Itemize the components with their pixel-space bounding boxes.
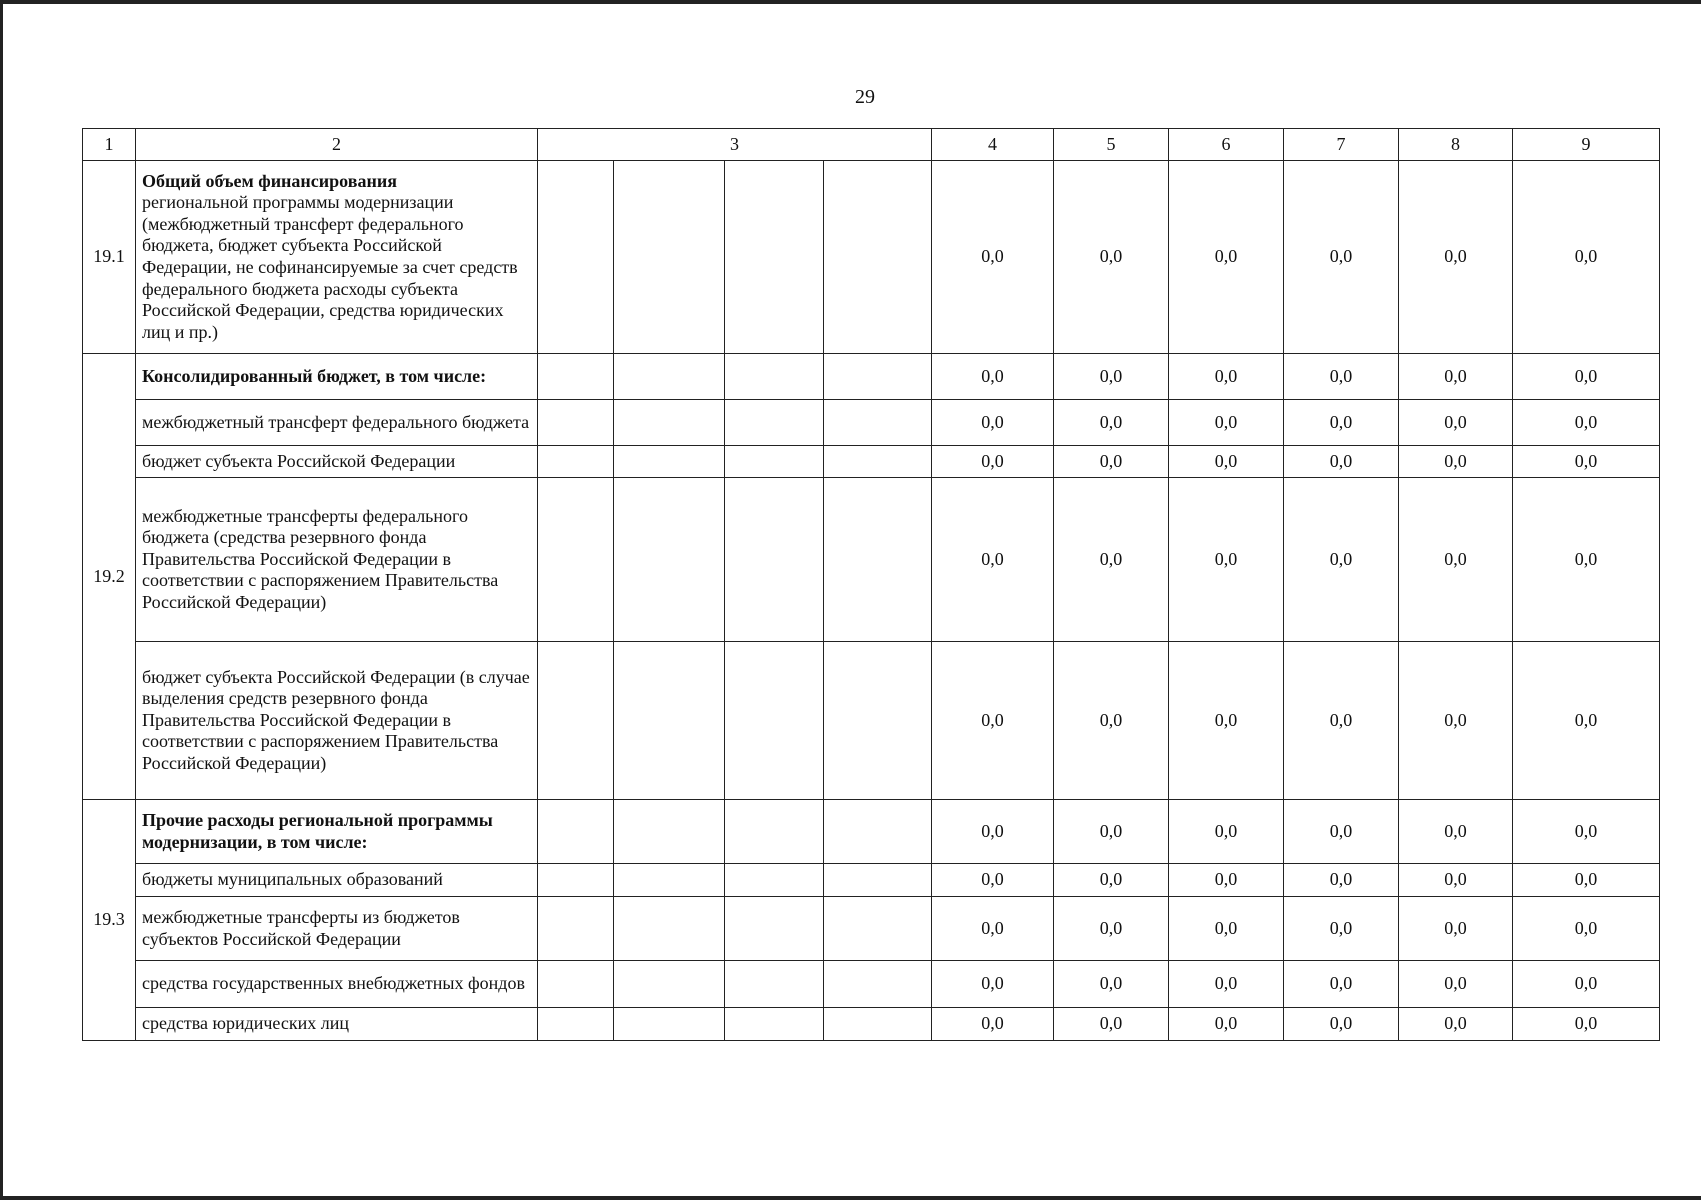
column-header: 3 xyxy=(538,129,932,161)
value-cell: 0,0 xyxy=(932,1008,1054,1041)
value-cell: 0,0 xyxy=(1399,961,1513,1008)
value-cell: 0,0 xyxy=(1284,1008,1399,1041)
value-cell: 0,0 xyxy=(1054,354,1169,400)
table-row xyxy=(83,446,1660,478)
table-row xyxy=(83,800,1660,864)
value-cell: 0,0 xyxy=(1169,864,1284,897)
empty-cell xyxy=(725,642,824,800)
value-cell: 0,0 xyxy=(1054,1008,1169,1041)
row-description: Консолидированный бюджет, в том числе: xyxy=(136,354,538,400)
value-cell: 0,0 xyxy=(1054,400,1169,446)
empty-cell xyxy=(614,354,725,400)
value-cell: 0,0 xyxy=(1399,478,1513,642)
value-cell: 0,0 xyxy=(1054,800,1169,864)
row-description: средства государственных внебюджетных фондов xyxy=(136,961,538,1008)
empty-cell xyxy=(824,961,932,1008)
row-description: межбюджетные трансферты федерального бюджета (средства резервного фонда Правительства Российской Федерации в соответствии с распоряжением Правительства Российской Федерации) xyxy=(136,478,538,642)
value-cell: 0,0 xyxy=(1399,161,1513,354)
value-cell: 0,0 xyxy=(1399,400,1513,446)
value-cell: 0,0 xyxy=(932,897,1054,961)
row-description: бюджет субъекта Российской Федерации (в случае выделения средств резервного фонда Правительства Российской Федерации в соответствии с распоряжением Правительства Российской Федерации) xyxy=(136,642,538,800)
empty-cell xyxy=(725,897,824,961)
value-cell: 0,0 xyxy=(1169,1008,1284,1041)
empty-cell xyxy=(538,446,614,478)
table-row xyxy=(83,1008,1660,1041)
empty-cell xyxy=(538,961,614,1008)
empty-cell xyxy=(725,800,824,864)
empty-cell xyxy=(614,478,725,642)
row-description: Прочие расходы региональной программы модернизации, в том числе: xyxy=(136,800,538,864)
value-cell: 0,0 xyxy=(1284,478,1399,642)
value-cell: 0,0 xyxy=(1169,161,1284,354)
value-cell: 0,0 xyxy=(1284,161,1399,354)
value-cell: 0,0 xyxy=(1284,897,1399,961)
empty-cell xyxy=(538,800,614,864)
table-row xyxy=(83,961,1660,1008)
value-cell: 0,0 xyxy=(1169,800,1284,864)
value-cell: 0,0 xyxy=(1284,800,1399,864)
value-cell: 0,0 xyxy=(1169,897,1284,961)
value-cell: 0,0 xyxy=(1169,642,1284,800)
value-cell: 0,0 xyxy=(1399,864,1513,897)
value-cell: 0,0 xyxy=(1284,446,1399,478)
empty-cell xyxy=(725,864,824,897)
empty-cell xyxy=(725,961,824,1008)
table-row xyxy=(83,354,1660,400)
empty-cell xyxy=(614,446,725,478)
section-number: 19.3 xyxy=(83,800,136,1041)
empty-cell xyxy=(538,354,614,400)
empty-cell xyxy=(538,478,614,642)
value-cell: 0,0 xyxy=(1513,161,1660,354)
section-number: 19.2 xyxy=(83,354,136,800)
empty-cell xyxy=(614,800,725,864)
empty-cell xyxy=(538,897,614,961)
value-cell: 0,0 xyxy=(1513,800,1660,864)
value-cell: 0,0 xyxy=(932,446,1054,478)
value-cell: 0,0 xyxy=(932,400,1054,446)
row-description: средства юридических лиц xyxy=(136,1008,538,1041)
value-cell: 0,0 xyxy=(1169,354,1284,400)
empty-cell xyxy=(824,354,932,400)
empty-cell xyxy=(824,478,932,642)
column-header: 5 xyxy=(1054,129,1169,161)
empty-cell xyxy=(614,161,725,354)
value-cell: 0,0 xyxy=(1513,642,1660,800)
value-cell: 0,0 xyxy=(932,642,1054,800)
value-cell: 0,0 xyxy=(1284,642,1399,800)
row-description: бюджеты муниципальных образований xyxy=(136,864,538,897)
empty-cell xyxy=(614,864,725,897)
value-cell: 0,0 xyxy=(1054,161,1169,354)
value-cell: 0,0 xyxy=(1054,864,1169,897)
value-cell: 0,0 xyxy=(932,354,1054,400)
value-cell: 0,0 xyxy=(1399,446,1513,478)
empty-cell xyxy=(725,1008,824,1041)
empty-cell xyxy=(824,897,932,961)
empty-cell xyxy=(725,354,824,400)
empty-cell xyxy=(538,864,614,897)
empty-cell xyxy=(614,897,725,961)
empty-cell xyxy=(614,642,725,800)
empty-cell xyxy=(538,161,614,354)
column-header: 2 xyxy=(136,129,538,161)
column-header: 9 xyxy=(1513,129,1660,161)
empty-cell xyxy=(824,161,932,354)
row-description-rest: региональной программы модернизации (межбюджетный трансферт федерального бюджета, бюджет субъекта Российской Федерации, не софинансируемые за счет средств федерального бюджета расходы субъекта Российской Федерации, средства юридических лиц и пр.) xyxy=(142,192,518,342)
value-cell: 0,0 xyxy=(932,161,1054,354)
empty-cell xyxy=(824,446,932,478)
empty-cell xyxy=(614,961,725,1008)
empty-cell xyxy=(824,800,932,864)
empty-cell xyxy=(538,400,614,446)
value-cell: 0,0 xyxy=(932,800,1054,864)
table-row xyxy=(83,864,1660,897)
value-cell: 0,0 xyxy=(1284,400,1399,446)
table-row xyxy=(83,897,1660,961)
page-number: 29 xyxy=(855,86,875,108)
value-cell: 0,0 xyxy=(1399,897,1513,961)
empty-cell xyxy=(725,400,824,446)
value-cell: 0,0 xyxy=(1054,897,1169,961)
row-description: межбюджетные трансферты из бюджетов субъектов Российской Федерации xyxy=(136,897,538,961)
empty-cell xyxy=(614,1008,725,1041)
column-header: 1 xyxy=(83,129,136,161)
table-row xyxy=(83,642,1660,800)
value-cell: 0,0 xyxy=(1399,354,1513,400)
empty-cell xyxy=(824,864,932,897)
value-cell: 0,0 xyxy=(1513,478,1660,642)
empty-cell xyxy=(725,161,824,354)
empty-cell xyxy=(614,400,725,446)
table-row xyxy=(83,400,1660,446)
column-header: 4 xyxy=(932,129,1054,161)
value-cell: 0,0 xyxy=(1284,354,1399,400)
value-cell: 0,0 xyxy=(1399,642,1513,800)
value-cell: 0,0 xyxy=(1513,897,1660,961)
empty-cell xyxy=(725,446,824,478)
column-header: 7 xyxy=(1284,129,1399,161)
row-description xyxy=(136,161,538,354)
value-cell: 0,0 xyxy=(932,478,1054,642)
section-number: 19.1 xyxy=(83,161,136,354)
value-cell: 0,0 xyxy=(1054,446,1169,478)
row-description: межбюджетный трансферт федерального бюджета xyxy=(136,400,538,446)
value-cell: 0,0 xyxy=(1399,1008,1513,1041)
value-cell: 0,0 xyxy=(932,864,1054,897)
empty-cell xyxy=(824,400,932,446)
value-cell: 0,0 xyxy=(1169,961,1284,1008)
value-cell: 0,0 xyxy=(1513,864,1660,897)
value-cell: 0,0 xyxy=(1169,400,1284,446)
empty-cell xyxy=(538,1008,614,1041)
table-row xyxy=(83,478,1660,642)
value-cell: 0,0 xyxy=(1054,642,1169,800)
empty-cell xyxy=(824,642,932,800)
empty-cell xyxy=(824,1008,932,1041)
empty-cell xyxy=(725,478,824,642)
financing-table xyxy=(82,128,1660,1041)
value-cell: 0,0 xyxy=(1284,864,1399,897)
value-cell: 0,0 xyxy=(1169,478,1284,642)
value-cell: 0,0 xyxy=(1513,354,1660,400)
value-cell: 0,0 xyxy=(1399,800,1513,864)
table-row xyxy=(83,161,1660,354)
value-cell: 0,0 xyxy=(1054,961,1169,1008)
empty-cell xyxy=(538,642,614,800)
value-cell: 0,0 xyxy=(1169,446,1284,478)
value-cell: 0,0 xyxy=(1054,478,1169,642)
row-description-bold: Общий объем финансирования xyxy=(142,170,397,191)
value-cell: 0,0 xyxy=(1513,961,1660,1008)
value-cell: 0,0 xyxy=(1513,1008,1660,1041)
value-cell: 0,0 xyxy=(1513,446,1660,478)
value-cell: 0,0 xyxy=(1284,961,1399,1008)
column-header: 6 xyxy=(1169,129,1284,161)
header-row xyxy=(83,129,1660,161)
column-header: 8 xyxy=(1399,129,1513,161)
value-cell: 0,0 xyxy=(1513,400,1660,446)
value-cell: 0,0 xyxy=(932,961,1054,1008)
row-description: бюджет субъекта Российской Федерации xyxy=(136,446,538,478)
